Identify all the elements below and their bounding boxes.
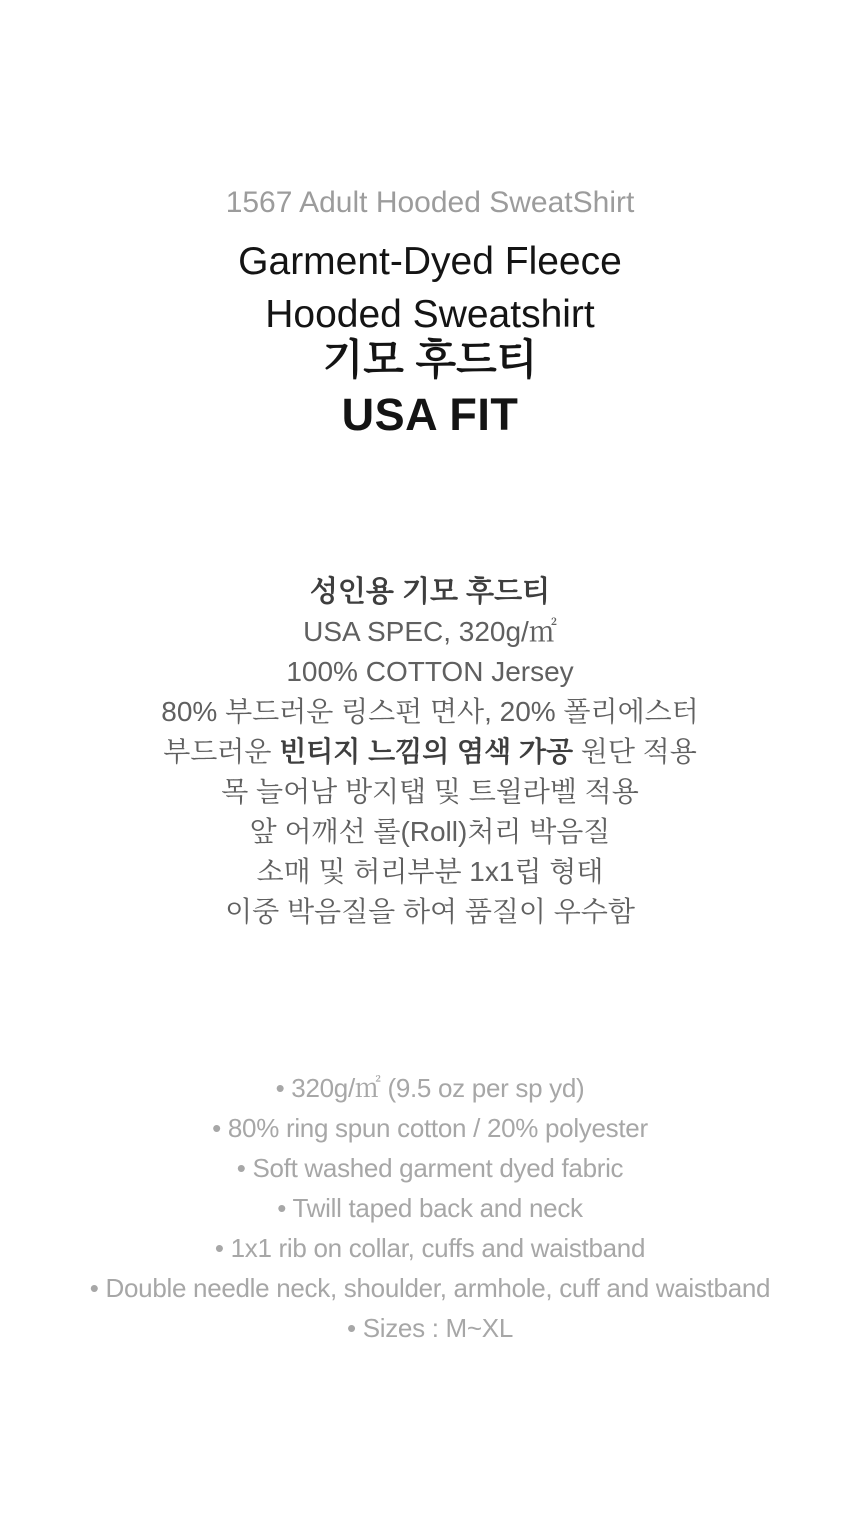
english-spec-double-needle: • Double needle neck, shoulder, armhole, cuff and waistband: [89, 1273, 771, 1303]
english-spec-rib: • 1x1 rib on collar, cuffs and waistband: [214, 1233, 646, 1263]
product-title: [0, 235, 860, 341]
product-title-line1: Garment-Dyed Fleece: [238, 240, 622, 283]
english-spec-soft-washed: • Soft washed garment dyed fabric: [236, 1153, 624, 1183]
korean-spec-section: [0, 572, 860, 932]
english-spec-section: [0, 1068, 860, 1348]
spec-line-shoulder-roll: 앞 어깨선 롤(Roll)처리 박음질: [249, 816, 611, 847]
product-title-line2: Hooded Sweatshirt: [265, 293, 595, 336]
spec-line-usa-spec: USA SPEC, 320g/㎡: [303, 616, 557, 647]
english-spec-fabric-mix: • 80% ring spun cotton / 20% polyester: [212, 1113, 648, 1143]
product-code-title: 1567 Adult Hooded SweatShirt: [225, 186, 635, 219]
spec-line-vintage-dye-prefix: 부드러운: [163, 736, 280, 767]
korean-spec-heading: 성인용 기모 후드티: [309, 576, 551, 608]
fit-label: USA FIT: [341, 389, 519, 440]
spec-line-vintage-dye: [0, 732, 860, 772]
spec-line-double-stitch: 이중 박음질을 하여 품질이 우수함: [225, 896, 635, 927]
spec-line-yarn-mix: 80% 부드러운 링스펀 면사, 20% 폴리에스터: [161, 696, 699, 727]
spec-line-rib: 소매 및 허리부분 1x1립 형태: [256, 856, 604, 887]
spec-line-vintage-dye-bold: 빈티지 느낌의 염색 가공: [279, 736, 574, 767]
english-spec-weight: • 320g/㎡ (9.5 oz per sp yd): [275, 1073, 585, 1103]
spec-line-cotton: 100% COTTON Jersey: [286, 656, 574, 687]
spec-line-neck-tape: 목 늘어남 방지탭 및 트윌라벨 적용: [221, 776, 639, 807]
english-spec-sizes: • Sizes : M~XL: [346, 1313, 514, 1343]
spec-line-vintage-dye-suffix: 원단 적용: [573, 736, 697, 767]
product-title-korean: 기모 후드티: [322, 336, 538, 383]
english-spec-twill-tape: • Twill taped back and neck: [277, 1193, 583, 1223]
